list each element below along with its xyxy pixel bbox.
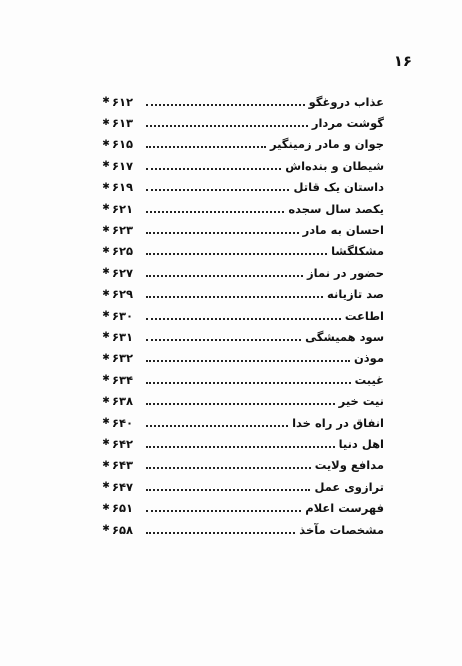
toc-entry	[100, 155, 392, 176]
toc-entry-page: ۶۱۲	[112, 94, 134, 109]
toc-entry-title: سود همیشگی	[305, 329, 384, 344]
toc-entry-title: جوان و مادر زمینگیر	[269, 137, 384, 152]
toc-entry-page: ۶۳۱	[112, 329, 134, 344]
toc-entry-page: ۶۴۷	[112, 479, 134, 494]
toc-entry-page: ۶۲۵	[112, 244, 134, 259]
dot-leader	[146, 510, 301, 512]
toc-entry-title: مشکلگشا	[331, 244, 384, 259]
table-of-contents	[100, 91, 392, 540]
dot-leader	[146, 425, 288, 427]
toc-entry	[100, 326, 392, 347]
dot-leader	[146, 146, 266, 148]
asterisk-bullet-icon: ✱	[102, 459, 110, 470]
asterisk-bullet-icon: ✱	[102, 267, 110, 278]
toc-entry-page: ۶۲۱	[112, 201, 134, 216]
dot-leader	[146, 275, 303, 277]
dot-leader	[146, 403, 335, 405]
dot-leader	[146, 467, 311, 469]
toc-entry-title: داستان یک قاتل	[293, 180, 384, 195]
toc-entry	[100, 91, 392, 112]
toc-entry-title: نیت خیر	[338, 394, 384, 409]
toc-entry	[100, 112, 392, 133]
asterisk-bullet-icon: ✱	[102, 481, 110, 492]
toc-entry-page: ۶۱۳	[112, 116, 134, 131]
asterisk-bullet-icon: ✱	[102, 502, 110, 513]
dot-leader	[146, 446, 335, 448]
dot-leader	[146, 189, 289, 191]
toc-entry	[100, 219, 392, 240]
asterisk-bullet-icon: ✱	[102, 96, 110, 107]
dot-leader	[146, 104, 305, 106]
dot-leader	[146, 211, 284, 213]
toc-entry	[100, 433, 392, 454]
toc-entry-page: ۶۲۷	[112, 265, 134, 280]
dot-leader	[146, 339, 301, 341]
toc-entry-title: حضور در نماز	[307, 265, 384, 280]
toc-entry-title: اطاعت	[344, 308, 384, 323]
asterisk-bullet-icon: ✱	[102, 117, 110, 128]
toc-entry	[100, 412, 392, 433]
toc-entry-page: ۶۵۸	[112, 522, 134, 537]
dot-leader	[146, 296, 323, 298]
asterisk-bullet-icon: ✱	[102, 203, 110, 214]
toc-entry	[100, 284, 392, 305]
dot-leader	[146, 489, 310, 491]
toc-entry-title: صد تازیانه	[327, 287, 384, 302]
toc-entry-title: احسان به مادر	[302, 223, 384, 238]
toc-entry	[100, 134, 392, 155]
toc-entry-title: اهل دنیا	[338, 436, 384, 451]
dot-leader	[146, 382, 351, 384]
asterisk-bullet-icon: ✱	[102, 245, 110, 256]
asterisk-bullet-icon: ✱	[102, 160, 110, 171]
toc-entry	[100, 198, 392, 219]
asterisk-bullet-icon: ✱	[102, 374, 110, 385]
toc-entry	[100, 177, 392, 198]
dot-leader	[146, 125, 308, 127]
dot-leader	[146, 168, 281, 170]
asterisk-bullet-icon: ✱	[102, 524, 110, 534]
toc-entry-page: ۶۱۹	[112, 180, 134, 195]
toc-entry-title: مدافع ولایت	[314, 458, 384, 473]
toc-entry	[100, 305, 392, 326]
page-number: ۱۶	[393, 52, 412, 70]
toc-entry-page: ۶۳۴	[112, 372, 134, 387]
dot-leader	[146, 360, 350, 362]
toc-entry-page: ۶۵۱	[112, 501, 134, 516]
toc-entry-title: فهرست اعلام	[305, 501, 384, 516]
asterisk-bullet-icon: ✱	[102, 288, 110, 299]
toc-entry-page: ۶۱۵	[112, 137, 134, 152]
toc-entry-title: ترازوی عمل	[314, 479, 384, 494]
asterisk-bullet-icon: ✱	[102, 395, 110, 406]
toc-entry	[100, 455, 392, 476]
toc-entry-page: ۶۱۷	[112, 158, 134, 173]
dot-leader	[146, 532, 295, 534]
toc-entry	[100, 519, 392, 540]
toc-entry	[100, 262, 392, 283]
toc-entry-title: گوشت مردار	[311, 116, 384, 131]
toc-entry-title: غیبت	[354, 372, 384, 387]
asterisk-bullet-icon: ✱	[102, 181, 110, 192]
toc-entry-page: ۶۳۰	[112, 308, 134, 323]
toc-entry-page: ۶۴۳	[112, 458, 134, 473]
toc-entry-page: ۶۲۳	[112, 223, 134, 238]
asterisk-bullet-icon: ✱	[102, 138, 110, 149]
toc-entry	[100, 476, 392, 497]
toc-entry-title: شیطان و بنده‌اش	[285, 158, 384, 173]
asterisk-bullet-icon: ✱	[102, 417, 110, 428]
toc-entry	[100, 390, 392, 411]
dot-leader	[146, 253, 327, 255]
toc-entry-title: انفاق در راه خدا	[292, 415, 384, 430]
toc-entry-title: عذاب دروغگو	[308, 94, 384, 109]
dot-leader	[146, 232, 299, 234]
toc-entry-title: موذن	[353, 351, 384, 366]
toc-entry-title: یکصد سال سجده	[288, 201, 384, 216]
asterisk-bullet-icon: ✱	[102, 224, 110, 235]
asterisk-bullet-icon: ✱	[102, 331, 110, 342]
toc-entry-title: مشخصات مآخذ	[299, 522, 384, 537]
toc-entry	[100, 241, 392, 262]
toc-entry	[100, 369, 392, 390]
asterisk-bullet-icon: ✱	[102, 310, 110, 321]
toc-entry	[100, 497, 392, 518]
toc-entry-page: ۶۳۲	[112, 351, 134, 366]
toc-entry-page: ۶۲۹	[112, 287, 134, 302]
dot-leader	[146, 318, 341, 320]
toc-entry	[100, 348, 392, 369]
toc-entry-page: ۶۴۲	[112, 436, 134, 451]
toc-entry-page: ۶۳۸	[112, 394, 134, 409]
asterisk-bullet-icon: ✱	[102, 352, 110, 363]
asterisk-bullet-icon: ✱	[102, 438, 110, 449]
toc-entry-page: ۶۴۰	[112, 415, 134, 430]
